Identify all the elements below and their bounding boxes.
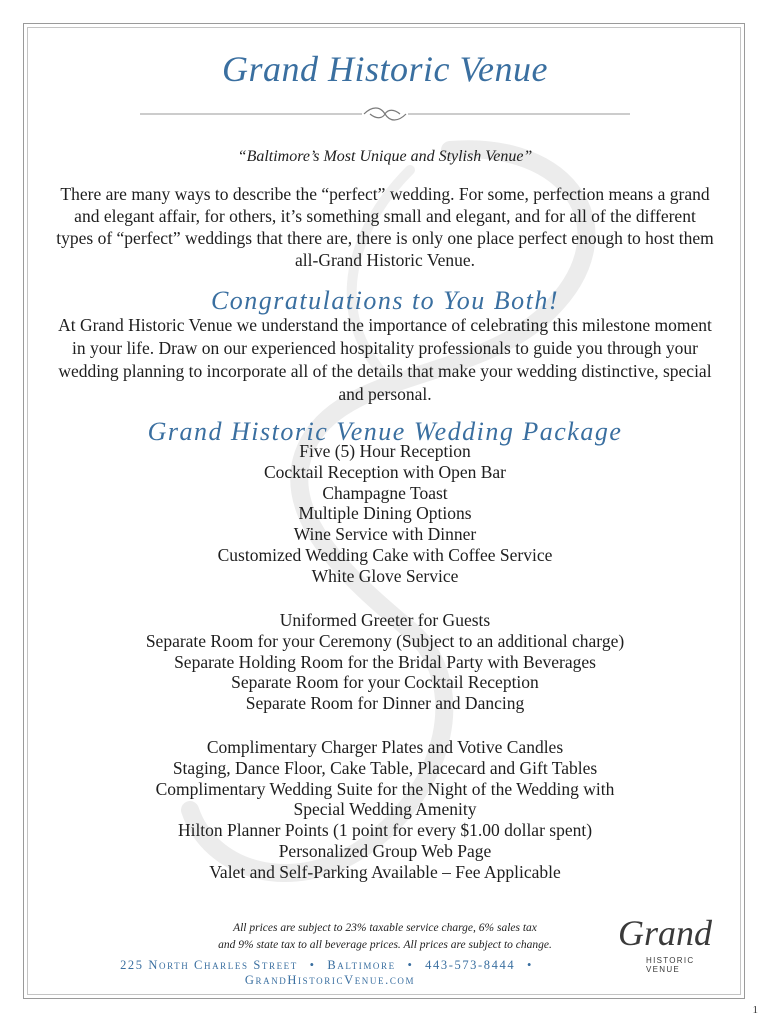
congrats-paragraph: At Grand Historic Venue we understand the importance of celebrating this milestone moment in your life. Draw on our experienced hospitality professionals to guide you through your wedding planning to incorporate all of the details that make your wedding distinctive, special and personal. (58, 315, 712, 404)
separator-bullet: • (309, 958, 316, 972)
street-address: 225 North Charles Street (120, 958, 298, 972)
package-list-rooms (60, 610, 710, 714)
separator-bullet: • (526, 958, 533, 972)
ornamental-divider (140, 104, 630, 124)
list-item: Customized Wedding Cake with Coffee Service (217, 544, 553, 565)
page-number: 1 (752, 1004, 758, 1016)
list-item: Separate Room for your Ceremony (Subject to an additional charge) (145, 630, 625, 651)
package-list-core (60, 441, 710, 587)
tagline: “Baltimore’s Most Unique and Stylish Venue” (237, 148, 533, 165)
city: Baltimore (327, 958, 396, 972)
list-item: Complimentary Wedding Suite for the Night of the Wedding with Special Wedding Amenity (155, 778, 615, 820)
list-item: White Glove Service (311, 565, 459, 586)
separator-bullet: • (407, 958, 414, 972)
logo-wordmark: Grand (618, 913, 713, 953)
list-item: Valet and Self-Parking Available – Fee Applicable (209, 861, 561, 882)
package-list-extras (60, 737, 710, 883)
list-item: Staging, Dance Floor, Cake Table, Placecard and Gift Tables (172, 757, 598, 778)
list-item: Separate Room for Dinner and Dancing (245, 693, 525, 714)
logo-subtitle: HISTORIC VENUE (646, 956, 695, 974)
fine-print-line: and 9% state tax to all beverage prices. All prices are subject to change. (218, 939, 552, 951)
list-item: Champagne Toast (322, 482, 448, 503)
pricing-fine-print (180, 920, 590, 954)
venue-title: Grand Historic Venue (222, 49, 548, 89)
list-item: Personalized Group Web Page (278, 840, 492, 861)
website-link[interactable]: GrandHistoricVenue.com (244, 973, 416, 987)
list-item: Wine Service with Dinner (293, 524, 477, 545)
list-item: Uniformed Greeter for Guests (279, 610, 491, 630)
contact-line (50, 958, 610, 988)
phone-number: 443-573-8444 (425, 958, 516, 972)
list-item: Cocktail Reception with Open Bar (263, 461, 507, 482)
intro-paragraph: There are many ways to describe the “perfect” wedding. For some, perfection means a grand and elegant affair, for others, it’s something small and elegant, and for all of the different types of “perfect” weddings that there are, there is only one place perfect enough to host them all-Grand Historic Venue. (56, 184, 714, 270)
list-item: Separate Room for your Cocktail Reception (231, 672, 539, 693)
fine-print-line: All prices are subject to 23% taxable service charge, 6% sales tax (233, 922, 537, 934)
grand-logo (618, 912, 728, 972)
list-item: Multiple Dining Options (298, 503, 472, 524)
list-item: Five (5) Hour Reception (299, 441, 471, 461)
congrats-heading: Congratulations to You Both! (210, 286, 560, 315)
list-item: Separate Holding Room for the Bridal Party with Beverages (174, 651, 596, 672)
package-heading: Grand Historic Venue Wedding Package (147, 417, 623, 446)
list-item: Hilton Planner Points (1 point for every $1.00 dollar spent) (177, 820, 593, 841)
list-item: Complimentary Charger Plates and Votive Candles (206, 737, 564, 757)
